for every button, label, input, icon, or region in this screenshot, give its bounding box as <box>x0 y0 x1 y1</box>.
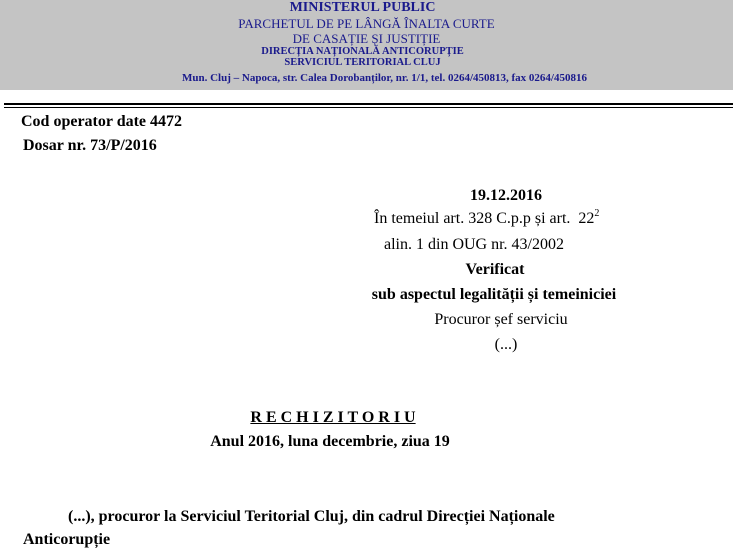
header-divider-thin <box>4 107 733 108</box>
document-date-text: 19.12.2016 <box>470 187 542 204</box>
header-divider-thick <box>4 103 733 105</box>
letterhead-ministry: MINISTERUL PUBLIC <box>289 0 436 15</box>
letterhead-prosecutor-office: PARCHETUL DE PE LÂNGĂ ÎNALTA CURTE <box>238 16 495 31</box>
body-paragraph-line2: Anticorupție <box>23 531 111 548</box>
operator-code: Cod operator date 4472 <box>21 113 183 130</box>
document-title-date-text: Anul 2016, luna decembrie, ziua 19 <box>210 433 450 450</box>
legal-basis-text: În temeiul art. 328 C.p.p și art. 22 <box>374 210 595 227</box>
verified-subtitle-text: sub aspectul legalității și temeiniciei <box>371 286 617 303</box>
body-paragraph-line1: (...), procuror la Serviciul Teritorial Cluj, din cadrul Direcției Naționale <box>68 508 555 525</box>
chief-prosecutor-text: Procuror șef serviciu <box>434 311 568 328</box>
legal-basis-line1 <box>374 209 599 227</box>
letterhead-address: Mun. Cluj – Napoca, str. Calea Dorobanților, nr. 1/1, tel. 0264/450813, fax 0264/450816 <box>182 72 587 84</box>
letterhead-court: DE CASAȚIE ȘI JUSTIȚIE <box>292 31 441 46</box>
letterhead-service: SERVICIUL TERITORIAL CLUJ <box>284 57 441 68</box>
chief-prosecutor-name-text: (...) <box>494 336 518 353</box>
document-title-text: R E C H I Z I T O R I U <box>250 409 416 426</box>
verified-label-text: Verificat <box>465 261 525 278</box>
letterhead-directorate: DIRECȚIA NAȚIONALĂ ANTICORUPȚIE <box>261 46 464 57</box>
letterhead <box>0 0 733 90</box>
legal-basis-superscript: 2 <box>594 208 600 219</box>
legal-basis-line2: alin. 1 din OUG nr. 43/2002 <box>384 236 564 253</box>
file-number: Dosar nr. 73/P/2016 <box>23 137 157 154</box>
